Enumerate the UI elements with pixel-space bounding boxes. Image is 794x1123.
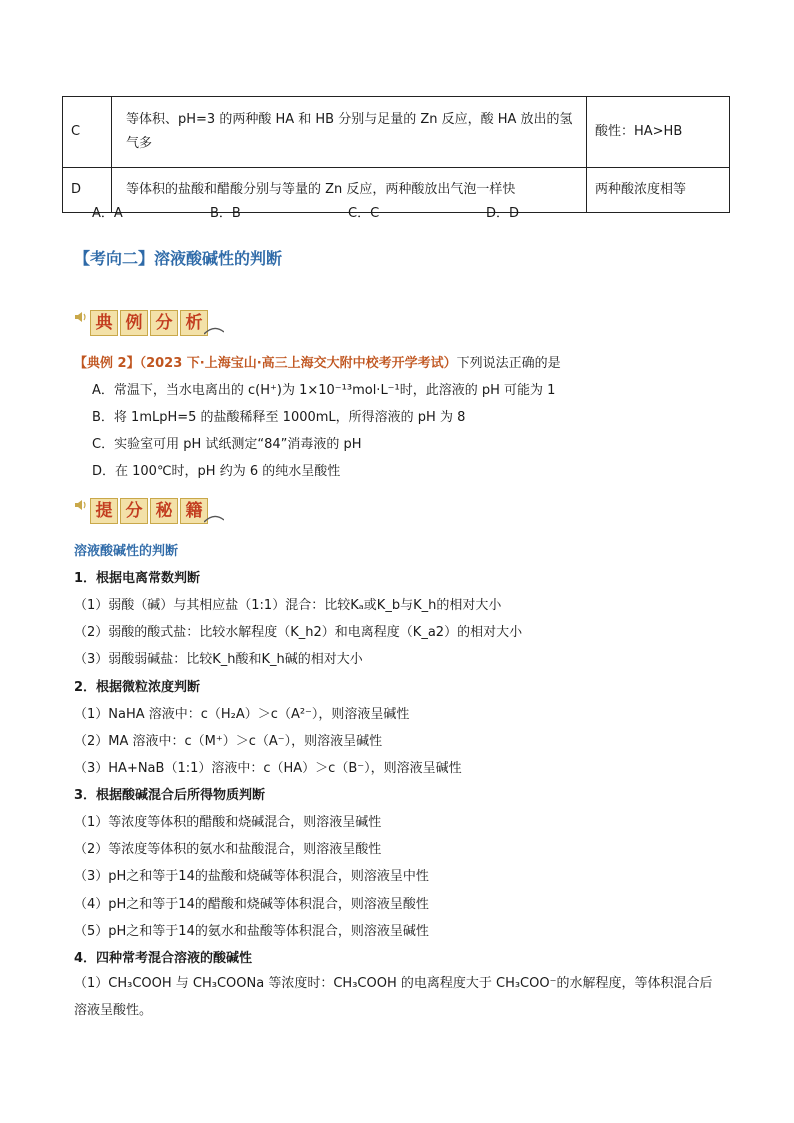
row-conclusion: 酸性：HA>HB xyxy=(587,97,730,168)
speaker-icon xyxy=(74,498,88,512)
list-item: （5）pH之和等于14的氨水和盐酸等体积混合，则溶液呈碱性 xyxy=(74,924,429,939)
choice-d: D．D xyxy=(486,206,520,221)
options-table xyxy=(62,96,730,213)
tips-title: 溶液酸碱性的判断 xyxy=(74,544,179,559)
curl-decoration-icon xyxy=(204,510,224,524)
example-analysis-banner xyxy=(74,306,224,336)
heading-4: 4．四种常考混合溶液的酸碱性 xyxy=(74,951,253,966)
banner-tile: 典 xyxy=(90,310,118,336)
example-source: （2023 下·上海宝山·高三上海交大附中校考开学考试） xyxy=(139,356,457,371)
example-tag: 【典例 2】 xyxy=(74,356,140,371)
answer-choices xyxy=(92,202,652,221)
banner-tile: 提 xyxy=(90,498,118,524)
banner-tile: 分 xyxy=(120,498,148,524)
row-letter: D xyxy=(63,168,112,213)
choice-a: A．A xyxy=(92,206,123,221)
list-item: （2）MA 溶液中：c（M⁺）＞c（A⁻），则溶液呈碱性 xyxy=(74,734,383,749)
example-option-c: C．实验室可用 pH 试纸测定“84”消毒液的 pH xyxy=(92,437,362,452)
list-item: （1）弱酸（碱）与其相应盐（1:1）混合：比较Kₐ或K_b与K_h的相对大小 xyxy=(74,598,502,613)
list-item: （4）pH之和等于14的醋酸和烧碱等体积混合，则溶液呈酸性 xyxy=(74,897,429,912)
list-item: （3）pH之和等于14的盐酸和烧碱等体积混合，则溶液呈中性 xyxy=(74,869,429,884)
list-item: （2）等浓度等体积的氨水和盐酸混合，则溶液呈酸性 xyxy=(74,842,382,857)
banner-tile: 秘 xyxy=(150,498,178,524)
row-description: 等体积、pH=3 的两种酸 HA 和 HB 分别与足量的 Zn 反应，酸 HA 放出的氢气多 xyxy=(112,97,587,168)
choice-c: C．C xyxy=(348,206,380,221)
table-row xyxy=(63,97,730,168)
tips-banner xyxy=(74,494,224,524)
example-header xyxy=(74,352,561,371)
speaker-icon xyxy=(74,310,88,324)
row-letter: C xyxy=(63,97,112,168)
list-item: （1）NaHA 溶液中：c（H₂A）＞c（A²⁻），则溶液呈碱性 xyxy=(74,707,410,722)
choice-b: B．B xyxy=(210,206,241,221)
banner-tile: 析 xyxy=(180,310,208,336)
example-option-d: D．在 100℃时，pH 约为 6 的纯水呈酸性 xyxy=(92,464,341,479)
banner-tile: 例 xyxy=(120,310,148,336)
list-item: （3）弱酸弱碱盐：比较K_h酸和K_h碱的相对大小 xyxy=(74,652,363,667)
section-title: 【考向二】溶液酸碱性的判断 xyxy=(74,249,283,268)
example-option-b: B．将 1mLpH=5 的盐酸稀释至 1000mL，所得溶液的 pH 为 8 xyxy=(92,410,466,425)
example-question: 下列说法正确的是 xyxy=(456,356,561,371)
banner-tile: 分 xyxy=(150,310,178,336)
paragraph: （1）CH₃COOH 与 CH₃COONa 等浓度时：CH₃COOH 的电离程度大于 CH₃COO⁻的水解程度，等体积混合后溶液呈酸性。 xyxy=(74,976,713,1018)
example-option-a: A．常温下，当水电离出的 c(H⁺)为 1×10⁻¹³mol·L⁻¹时，此溶液的 pH 可能为 1 xyxy=(92,383,556,398)
row-description: 等体积的盐酸和醋酸分别与等量的 Zn 反应，两种酸放出气泡一样快 xyxy=(112,168,587,213)
list-item: （3）HA+NaB（1:1）溶液中：c（HA）＞c（B⁻），则溶液呈碱性 xyxy=(74,761,462,776)
row-conclusion: 两种酸浓度相等 xyxy=(587,168,730,213)
banner-tile: 籍 xyxy=(180,498,208,524)
curl-decoration-icon xyxy=(204,322,224,336)
heading-1: 1．根据电离常数判断 xyxy=(74,571,201,586)
list-item: （1）等浓度等体积的醋酸和烧碱混合，则溶液呈碱性 xyxy=(74,815,382,830)
heading-2: 2．根据微粒浓度判断 xyxy=(74,680,201,695)
heading-3: 3．根据酸碱混合后所得物质判断 xyxy=(74,788,266,803)
list-item: （2）弱酸的酸式盐：比较水解程度（K_h2）和电离程度（K_a2）的相对大小 xyxy=(74,625,523,640)
